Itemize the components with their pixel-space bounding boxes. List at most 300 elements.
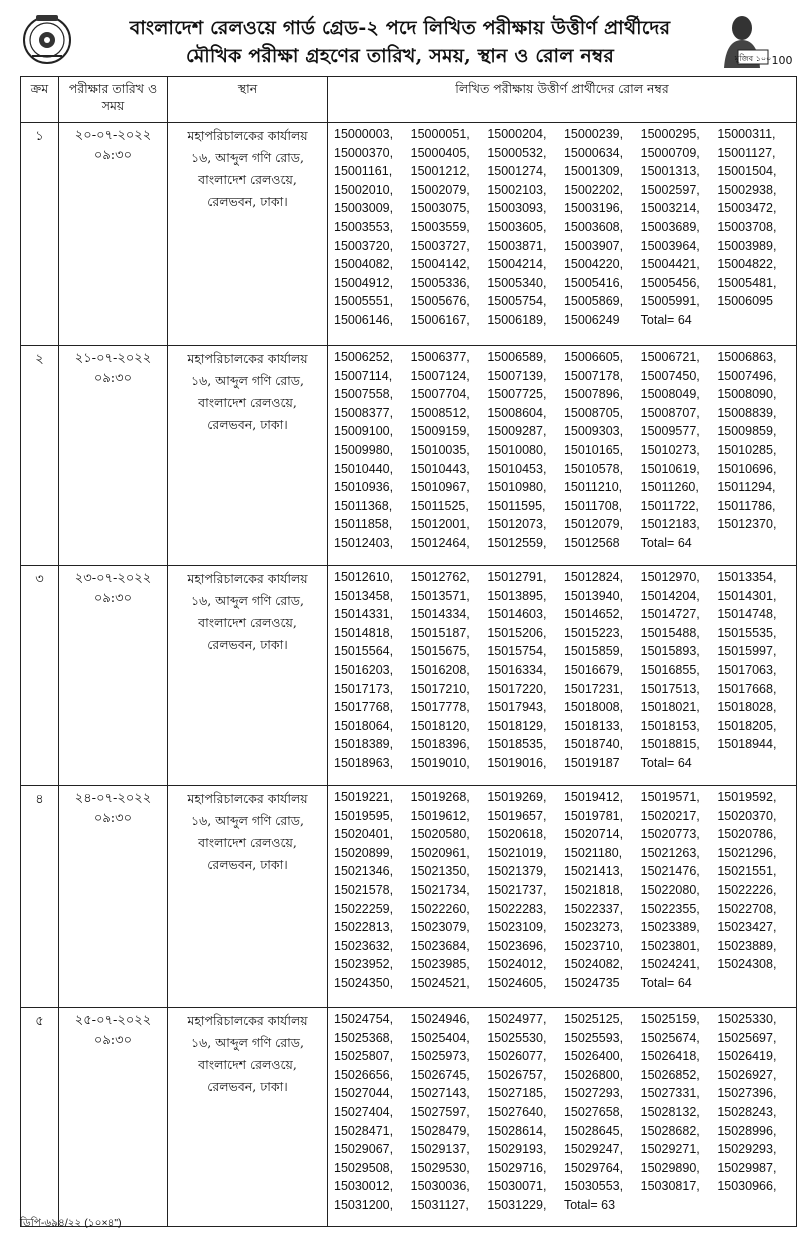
roll-number: 15011294,	[717, 480, 776, 495]
exam-time: ০৯:৩০	[93, 148, 133, 163]
roll-number: 15009287,	[487, 424, 547, 439]
roll-number: 15005481,	[717, 275, 777, 290]
roll-number: 15015564,	[334, 644, 394, 659]
roll-number: 15016334,	[487, 662, 547, 677]
roll-number: 15027396,	[717, 1086, 777, 1101]
roll-number: 15011722,	[640, 498, 699, 513]
roll-number: 15004822,	[717, 257, 777, 272]
roll-number: 15018944,	[717, 737, 777, 752]
roll-number: 15017668,	[717, 681, 777, 696]
roll-number: 15011595,	[487, 498, 546, 513]
roll-number: 15018008,	[563, 700, 624, 715]
serial-cell: ১	[21, 123, 59, 346]
notice-header	[0, 0, 800, 76]
roll-number: 15010443,	[410, 461, 470, 476]
roll-number: 15011858,	[334, 517, 393, 532]
place-line: বাংলাদেশ রেলওয়ে,	[198, 615, 297, 630]
roll-number: 15014204,	[640, 588, 700, 603]
roll-number: 15004082,	[334, 257, 394, 272]
roll-number: 15005869,	[563, 294, 624, 309]
roll-number: 15011210,	[563, 480, 623, 495]
place-line: মহাপরিচালকের কার্যালয়	[187, 1013, 308, 1028]
place-cell	[168, 123, 328, 346]
roll-number: 15029530,	[410, 1160, 470, 1175]
roll-number: 15030553,	[563, 1179, 624, 1194]
roll-number: 15013940,	[563, 588, 624, 603]
roll-number: 15012073,	[487, 517, 547, 532]
roll-number: 15006377,	[410, 350, 470, 364]
exam-date: ২৪-০৭-২০২২	[74, 791, 152, 806]
roll-number: 15026656,	[334, 1067, 394, 1082]
roll-number: 15005676,	[410, 294, 470, 309]
roll-number: 15019595,	[334, 808, 394, 823]
roll-number: 15012970,	[640, 570, 700, 584]
table-row	[21, 786, 797, 1008]
roll-number: 15024605,	[487, 975, 547, 990]
roll-number: 15030036,	[410, 1179, 470, 1194]
roll-number: 15018120,	[410, 718, 470, 733]
exam-date: ২৩-০৭-২০২২	[74, 571, 152, 586]
roll-number: 15002202,	[563, 182, 624, 197]
place-line: মহাপরিচালকের কার্যালয়	[187, 128, 308, 143]
roll-number: 15010696,	[717, 461, 777, 476]
roll-number: 15007496,	[717, 368, 777, 383]
place-line: বাংলাদেশ রেলওয়ে,	[198, 395, 297, 410]
roll-number: 15023801,	[640, 938, 700, 953]
roll-number: 15014334,	[410, 607, 470, 622]
exam-time: ০৯:৩০	[93, 1033, 133, 1048]
roll-numbers-cell	[328, 566, 797, 786]
roll-number: 15010080,	[487, 442, 547, 457]
roll-number: 15010035,	[410, 442, 470, 457]
roll-number-grid	[334, 788, 794, 993]
roll-number: 15012559,	[487, 535, 547, 550]
roll-number: 15013571,	[410, 588, 470, 603]
place-line: বাংলাদেশ রেলওয়ে,	[198, 835, 297, 850]
roll-number: 15020370,	[717, 808, 777, 823]
roll-number: 15022337,	[563, 901, 624, 916]
roll-number: 15028479,	[410, 1123, 470, 1138]
print-code: ডিপি-৬৯৪/২২ (১০×৪")	[20, 1217, 122, 1229]
roll-number: 15017943,	[487, 700, 547, 715]
roll-number: 15023109,	[487, 920, 547, 935]
roll-number: 15015997,	[717, 644, 777, 659]
roll-number: 15010980,	[487, 480, 547, 495]
roll-number: 15023889,	[717, 938, 777, 953]
roll-number: 15023710,	[563, 938, 624, 953]
roll-number: 15008049,	[640, 387, 700, 402]
roll-number: 15003964,	[640, 238, 700, 253]
roll-number: 15021379,	[487, 864, 547, 879]
roll-number-grid	[334, 568, 794, 773]
roll-number: 15012824,	[563, 570, 624, 584]
header-rolls: লিখিত পরীক্ষায় উত্তীর্ণ প্রার্থীদের রোল নম্বর	[328, 77, 797, 123]
roll-number: 15010967,	[410, 480, 470, 495]
roll-number: 15010273,	[640, 442, 700, 457]
roll-number: 15029764,	[563, 1160, 624, 1175]
exam-date: ২১-০৭-২০২২	[74, 351, 152, 366]
roll-number: 15001274,	[487, 164, 547, 179]
roll-number: 15021734,	[410, 882, 470, 897]
roll-number: 15022708,	[717, 901, 777, 916]
roll-number: 15023952,	[334, 957, 394, 972]
roll-number: 15010578,	[563, 461, 624, 476]
roll-number: 15022283,	[487, 901, 547, 916]
roll-number: 15029193,	[487, 1142, 547, 1157]
roll-number: 15018396,	[410, 737, 470, 752]
roll-number: 15022226,	[717, 882, 777, 897]
roll-number: 15003093,	[487, 201, 547, 216]
roll-number: 15019269,	[487, 790, 547, 804]
roll-number: 15005416,	[563, 275, 624, 290]
roll-number: 15016679,	[563, 662, 624, 677]
roll-number: 15025593,	[563, 1030, 624, 1045]
roll-number: 15021413,	[563, 864, 624, 879]
roll-number: 15012610,	[334, 570, 394, 584]
date-time-cell	[59, 786, 168, 1008]
roll-number: 15003608,	[563, 219, 624, 234]
roll-number: 15020618,	[487, 827, 547, 842]
roll-number: 15003214,	[640, 201, 700, 216]
roll-number: 15008705,	[563, 405, 624, 420]
roll-number: 15006167,	[410, 312, 470, 327]
roll-number: 15014331,	[334, 607, 394, 622]
roll-number: 15029508,	[334, 1160, 394, 1175]
place-line: রেলভবন, ঢাকা।	[207, 637, 288, 652]
roll-number: 15023273,	[563, 920, 624, 935]
roll-number: 15006146,	[334, 312, 394, 327]
roll-number: 15030071,	[487, 1179, 547, 1194]
serial-cell: ২	[21, 346, 59, 566]
roll-number: 15009159,	[410, 424, 470, 439]
serial-cell: ৪	[21, 786, 59, 1008]
roll-number: 15021350,	[410, 864, 470, 879]
roll-number: 15017513,	[640, 681, 700, 696]
roll-number: 15020786,	[717, 827, 777, 842]
roll-number: 15027597,	[410, 1104, 470, 1119]
exam-time: ০৯:৩০	[93, 591, 133, 606]
roll-number: 15027293,	[563, 1086, 624, 1101]
roll-number: 15019612,	[410, 808, 470, 823]
roll-number: 15013458,	[334, 588, 394, 603]
roll-number: 15018389,	[334, 737, 394, 752]
roll-number: 15000295,	[640, 127, 700, 141]
roll-number: 15017063,	[717, 662, 777, 677]
date-time-cell	[59, 566, 168, 786]
roll-number: 15006605,	[563, 350, 624, 364]
place-line: বাংলাদেশ রেলওয়ে,	[198, 172, 297, 187]
place-line: রেলভবন, ঢাকা।	[207, 1079, 288, 1094]
header-serial: ক্রম	[21, 77, 59, 123]
roll-number: 15028996,	[717, 1123, 777, 1138]
date-time-cell	[59, 123, 168, 346]
roll-number: 15007178,	[563, 368, 624, 383]
roll-number: 15019221,	[334, 790, 394, 804]
roll-number: 15006095	[717, 294, 773, 309]
roll-number: 15005991,	[640, 294, 700, 309]
roll-number: 15018963,	[334, 755, 394, 770]
roll-number: 15003075,	[410, 201, 470, 216]
roll-total: Total= 64	[640, 975, 692, 990]
roll-number: 15007450,	[640, 368, 700, 383]
roll-number: 15003009,	[334, 201, 394, 216]
roll-number: 15014603,	[487, 607, 547, 622]
place-line: রেলভবন, ঢাকা।	[207, 417, 288, 432]
roll-number: 15020580,	[410, 827, 470, 842]
table-row	[21, 1008, 797, 1227]
roll-number: 15022355,	[640, 901, 700, 916]
roll-number: 15012079,	[563, 517, 624, 532]
roll-number: 15016203,	[334, 662, 394, 677]
roll-number: 15018021,	[640, 700, 700, 715]
roll-number: 15021578,	[334, 882, 394, 897]
roll-number: 15026852,	[640, 1067, 700, 1082]
roll-number: 15027044,	[334, 1086, 394, 1101]
roll-number: 15031200,	[334, 1197, 394, 1212]
roll-number: 15010936,	[334, 480, 394, 495]
roll-number: 15000003,	[334, 127, 394, 141]
roll-number: 15025973,	[410, 1049, 470, 1064]
roll-number: 15002010,	[334, 182, 394, 197]
roll-number: 15004220,	[563, 257, 624, 272]
roll-number: 15002103,	[487, 182, 547, 197]
roll-number: 15019412,	[563, 790, 624, 804]
roll-number: 15001161,	[334, 164, 393, 179]
roll-number: 15014748,	[717, 607, 777, 622]
roll-number: 15007114,	[334, 368, 393, 383]
roll-number: 15000370,	[334, 145, 394, 160]
roll-number: 15010440,	[334, 461, 394, 476]
roll-number: 15000709,	[640, 145, 700, 160]
roll-number: 15021296,	[717, 845, 777, 860]
roll-number: 15004421,	[640, 257, 700, 272]
roll-number: 15010285,	[717, 442, 777, 457]
roll-number: 15014301,	[717, 588, 777, 603]
roll-number: 15005456,	[640, 275, 700, 290]
roll-number: 15000311,	[717, 127, 776, 141]
roll-number: 15007139,	[487, 368, 547, 383]
roll-number: 15007725,	[487, 387, 547, 402]
roll-number-grid	[334, 348, 794, 553]
roll-number: 15023985,	[410, 957, 470, 972]
roll-numbers-cell	[328, 346, 797, 566]
roll-number: 15017210,	[410, 681, 470, 696]
roll-number: 15024012,	[487, 957, 547, 972]
place-cell	[168, 566, 328, 786]
roll-number: 15029890,	[640, 1160, 700, 1175]
roll-number: 15018535,	[487, 737, 547, 752]
roll-number: 15008604,	[487, 405, 547, 420]
roll-number: 15008512,	[410, 405, 470, 420]
roll-number: 15003708,	[717, 219, 777, 234]
place-line: মহাপরিচালকের কার্যালয়	[187, 351, 308, 366]
roll-number: 15008090,	[717, 387, 777, 402]
roll-number: 15028682,	[640, 1123, 700, 1138]
roll-number: 15010619,	[640, 461, 700, 476]
roll-number: 15012568	[563, 535, 620, 550]
roll-number: 15026745,	[410, 1067, 470, 1082]
roll-number: 15025807,	[334, 1049, 394, 1064]
roll-number: 15024521,	[410, 975, 470, 990]
roll-number: 15015893,	[640, 644, 700, 659]
roll-number: 15024977,	[487, 1012, 547, 1026]
roll-number: 15007896,	[563, 387, 624, 402]
roll-number: 15029293,	[717, 1142, 777, 1157]
roll-number: 15027658,	[563, 1104, 624, 1119]
roll-number: 15018129,	[487, 718, 547, 733]
roll-number: 15015859,	[563, 644, 624, 659]
table-row	[21, 566, 797, 786]
roll-number: 15027331,	[640, 1086, 700, 1101]
exam-time: ০৯:৩০	[93, 811, 133, 826]
roll-number: 15003472,	[717, 201, 777, 216]
roll-number: 15005551,	[334, 294, 394, 309]
roll-number: 15013895,	[487, 588, 547, 603]
roll-number: 15001212,	[410, 164, 470, 179]
table-row	[21, 346, 797, 566]
roll-number: 15008839,	[717, 405, 777, 420]
roll-number: 15012464,	[410, 535, 470, 550]
roll-number: 15010453,	[487, 461, 547, 476]
roll-number: 15005754,	[487, 294, 547, 309]
roll-number: 15019657,	[487, 808, 547, 823]
roll-number: 15020714,	[563, 827, 624, 842]
roll-total: Total= 64	[640, 312, 692, 327]
roll-numbers-cell	[328, 123, 797, 346]
roll-number: 15011525,	[410, 498, 469, 513]
roll-number: 15031127,	[410, 1197, 469, 1212]
roll-number: 15021019,	[487, 845, 547, 860]
roll-number: 15028645,	[563, 1123, 624, 1138]
roll-number: 15021818,	[563, 882, 624, 897]
roll-number: 15022813,	[334, 920, 394, 935]
place-line: বাংলাদেশ রেলওয়ে,	[198, 1057, 297, 1072]
date-time-cell	[59, 1008, 168, 1227]
roll-number: 15022080,	[640, 882, 700, 897]
roll-number: 15004142,	[410, 257, 470, 272]
place-line: রেলভবন, ঢাকা।	[207, 857, 288, 872]
roll-number: 15010165,	[563, 442, 624, 457]
roll-number: 15002938,	[717, 182, 777, 197]
roll-number: 15015754,	[487, 644, 547, 659]
roll-number: 15003720,	[334, 238, 394, 253]
roll-number: 15001313,	[640, 164, 700, 179]
roll-number: 15017768,	[334, 700, 394, 715]
roll-number: 15022259,	[334, 901, 394, 916]
roll-number: 15025404,	[410, 1030, 470, 1045]
roll-number: 15020773,	[640, 827, 700, 842]
roll-number: 15006189,	[487, 312, 547, 327]
roll-number: 15011260,	[640, 480, 699, 495]
roll-number-grid	[334, 125, 794, 330]
roll-number: 15018153,	[640, 718, 700, 733]
roll-number: 15029247,	[563, 1142, 624, 1157]
roll-number: 15015187,	[410, 625, 470, 640]
roll-number: 15026418,	[640, 1049, 700, 1064]
roll-number: 15014818,	[334, 625, 394, 640]
roll-number: 15000204,	[487, 127, 547, 141]
header-date-time: পরীক্ষার তারিখ ও সময়	[59, 77, 168, 123]
place-line: মহাপরিচালকের কার্যালয়	[187, 791, 308, 806]
roll-number: 15018028,	[717, 700, 777, 715]
roll-number: 15025530,	[487, 1030, 547, 1045]
roll-number: 15000634,	[563, 145, 624, 160]
roll-number: 15019571,	[640, 790, 700, 804]
roll-number: 15009980,	[334, 442, 394, 457]
roll-number: 15024241,	[640, 957, 700, 972]
roll-number: 15025330,	[717, 1012, 777, 1026]
roll-number: 15015488,	[640, 625, 700, 640]
roll-number: 15001127,	[717, 145, 776, 160]
roll-number: 15029271,	[640, 1142, 700, 1157]
roll-number: 15028132,	[640, 1104, 700, 1119]
roll-total: Total= 64	[640, 755, 692, 770]
roll-number: 15024308,	[717, 957, 777, 972]
roll-number: 15026927,	[717, 1067, 777, 1082]
exam-date: ২০-০৭-২০২২	[74, 128, 152, 143]
roll-total: Total= 63	[563, 1197, 616, 1212]
roll-number: 15015675,	[410, 644, 470, 659]
roll-numbers-cell	[328, 1008, 797, 1227]
roll-number: 15026800,	[563, 1067, 624, 1082]
roll-number: 15029067,	[334, 1142, 394, 1157]
roll-number: 15023632,	[334, 938, 394, 953]
place-line: ১৬, আব্দুল গণি রোড,	[191, 150, 304, 165]
roll-number: 15004214,	[487, 257, 547, 272]
roll-number: 15006721,	[640, 350, 700, 364]
roll-number: 15015223,	[563, 625, 624, 640]
table-body	[21, 123, 797, 1227]
roll-number: 15008707,	[640, 405, 700, 420]
roll-number: 15012762,	[410, 570, 470, 584]
roll-number: 15026419,	[717, 1049, 777, 1064]
roll-number: 15020899,	[334, 845, 394, 860]
roll-number: 15006249	[563, 312, 620, 327]
roll-number: 15003553,	[334, 219, 394, 234]
table-row	[21, 123, 797, 346]
roll-number: 15012370,	[717, 517, 777, 532]
roll-number: 15021263,	[640, 845, 700, 860]
roll-number: 15024735	[563, 975, 620, 990]
roll-number: 15000051,	[410, 127, 470, 141]
roll-number: 15002079,	[410, 182, 470, 197]
roll-number: 15018740,	[563, 737, 624, 752]
roll-number: 15016855,	[640, 662, 700, 677]
roll-number: 15025159,	[640, 1012, 700, 1026]
roll-number: 15021476,	[640, 864, 700, 879]
roll-number: 15009859,	[717, 424, 777, 439]
roll-number: 15023684,	[410, 938, 470, 953]
roll-number: 15011708,	[563, 498, 623, 513]
notice-title-line2: মৌখিক পরীক্ষা গ্রহণের তারিখ, সময়, স্থান ও রোল নম্বর	[186, 45, 614, 67]
roll-number: 15021346,	[334, 864, 394, 879]
roll-number: 15025368,	[334, 1030, 394, 1045]
roll-number: 15017778,	[410, 700, 470, 715]
place-cell	[168, 1008, 328, 1227]
roll-number: 15003989,	[717, 238, 777, 253]
roll-number: 15014652,	[563, 607, 624, 622]
roll-number: 15012403,	[334, 535, 394, 550]
serial-cell: ৩	[21, 566, 59, 786]
roll-number: 15023389,	[640, 920, 700, 935]
roll-number: 15027404,	[334, 1104, 394, 1119]
roll-number: 15007558,	[334, 387, 394, 402]
roll-number: 15000405,	[410, 145, 470, 160]
roll-number: 15026757,	[487, 1067, 547, 1082]
roll-number: 15020217,	[640, 808, 700, 823]
roll-number: 15015535,	[717, 625, 777, 640]
place-line: ১৬, আব্দুল গণি রোড,	[191, 373, 304, 388]
